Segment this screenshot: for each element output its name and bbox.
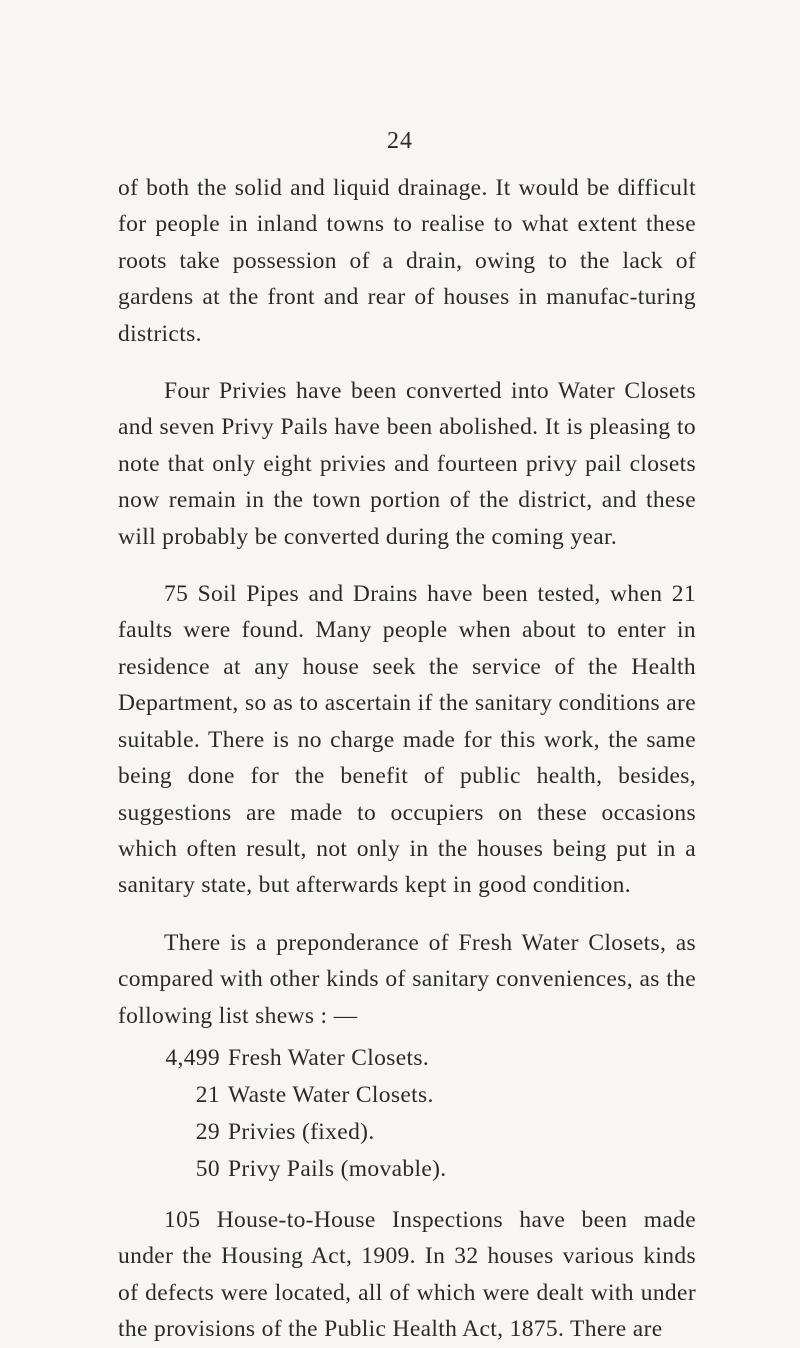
sanitary-conveniences-list <box>118 1040 696 1188</box>
list-item-count: 4,499 <box>165 1044 220 1071</box>
paragraph-privies-converted: Four Privies have been converted into Water Closets and seven Privy Pails have been abolished. It is pleasing to note that only eight privies and fourteen privy pail closets now remain in the town portion of the district, and these will probably be converted during the coming year. <box>118 378 696 550</box>
list-item-count: 50 <box>195 1155 220 1182</box>
list-item-count: 29 <box>195 1118 220 1145</box>
paragraph-fresh-water-closets: There is a preponderance of Fresh Water Closets, as compared with other kinds of sanitary conveniences, as the following list shews : — <box>118 929 696 1029</box>
list-item-label: Waste Water Closets. <box>228 1081 434 1108</box>
paragraph-soil-pipes: 75 Soil Pipes and Drains have been tested, when 21 faults were found. Many people when about to enter in residence at any house seek the service of the Health Department, so as to ascertain if the sanitary conditions are suitable. There is no charge made for this work, the same being done for the benefit of public health, besides, suggestions are made to occupiers on these occasions which often result, not only in the houses being put in a sanitary state, but afterwards kept in good condition. <box>118 581 696 899</box>
list-item-count: 21 <box>195 1081 220 1108</box>
body-text <box>118 170 696 1348</box>
list-item-label: Privy Pails (movable). <box>228 1155 447 1182</box>
list-item <box>118 1151 696 1188</box>
list-item-label: Privies (fixed). <box>228 1118 375 1145</box>
paragraph-drainage: of both the solid and liquid drainage. It would be difficult for people in inland towns to realise to what extent these roots take possession of a drain, owing to the lack of gardens at the front and rear of houses in manufac-turing districts. <box>118 175 696 347</box>
list-item-label: Fresh Water Closets. <box>228 1044 430 1071</box>
list-item <box>118 1114 696 1151</box>
list-item <box>118 1040 696 1077</box>
page-number: 24 <box>387 128 413 154</box>
list-item <box>118 1077 696 1114</box>
paragraph-house-inspections: 105 House-to-House Inspections have been made under the Housing Act, 1909. In 32 houses various kinds of defects were located, all of which were dealt with under the provisions of the Public Health Act, 1875. There are <box>118 1206 696 1343</box>
